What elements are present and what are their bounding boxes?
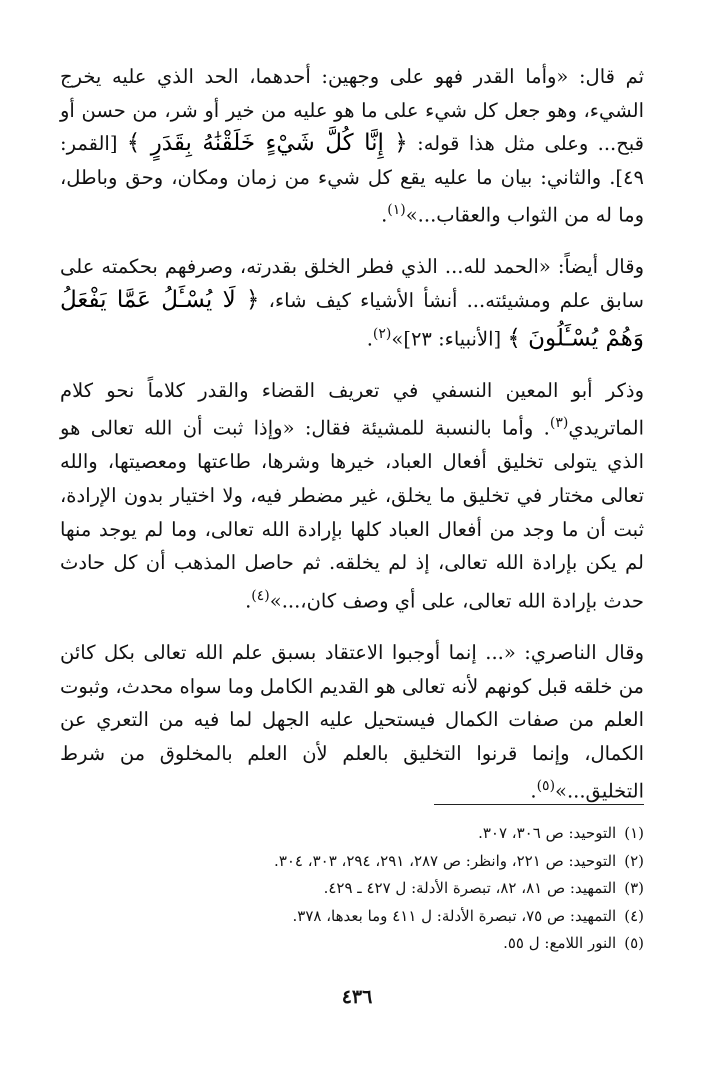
paragraph-gap: [60, 356, 644, 374]
footnote-item: [60, 903, 644, 931]
paragraph-3-text-b: . وأما بالنسبة للمشيئة فقال: «وإذا ثبت أن الله تعالى هو الذي يتولى تخليق أفعال العباد، خيرها وشرها، طاعتها ومعصيتها، والله تعالى مختار في تخليق ما يخلق، غير مضطر فيه، ولا اختيار بدون الإرادة، ثبت أن ما وجد من أفعال العباد كلها بإرادة الله تعالى، وما لم يوجد منها لم يكن بإرادة الله تعالى، إذ لم يخلقه. ثم حاصل المذهب أن كل حادث حدث بإرادة الله تعالى، على أي وصف كان،...»: [60, 416, 644, 613]
footnote-ref-3[interactable]: (٣): [549, 415, 569, 432]
footnote-separator: [434, 804, 644, 805]
paragraph-2-end: .: [366, 327, 373, 351]
footnote-text: التمهيد: ص ٧٥، تبصرة الأدلة: ل ٤١١ وما بعدها، ٣٧٨.: [292, 906, 617, 925]
footnote-text: التوحيد: ص ٢٢١، وانظر: ص ٢٨٧، ٢٩١، ٢٩٤، ٣٠٣، ٣٠٤.: [274, 851, 617, 870]
paragraph-4: [60, 636, 644, 808]
paragraph-4-text-a: وقال الناصري: «... إنما أوجبوا الاعتقاد بسبق علم الله تعالى بكل كائن من خلقه قبل كونهم لأنه تعالى هو القديم الكامل وما سواه محدث، وثبوت العلم من صفات الكمال فيستحيل عليه الجهل لما فيه من التعري عن الكمال، وإنما قرنوا التخليق بالعلم لأن العلم بالمخلوق من شرط التخليق...»: [60, 640, 644, 803]
main-text: [60, 60, 644, 808]
paragraph-2: [60, 250, 644, 355]
footnote-number: (٢): [624, 851, 644, 870]
paragraph-gap: [60, 618, 644, 636]
footnote-number: (٥): [624, 934, 644, 952]
paragraph-3-text-a: وذكر أبو المعين النسفي في تعريف القضاء والقدر كلاماً نحو كلام الماتريدي: [60, 378, 644, 440]
paragraph-3-end: .: [245, 589, 252, 613]
footnote-ref-1[interactable]: (١): [387, 202, 406, 219]
footnote-number: (٣): [624, 879, 644, 897]
quran-verse-qamar: ﴿ إِنَّا كُلَّ شَيْءٍ خَلَقْنَٰهُ بِقَدَرٍ ﴾: [126, 130, 408, 157]
footnotes-list: [60, 820, 644, 958]
quran-verse-anbiya: ﴿ لَا يُسْـَٔلُ عَمَّا يَفْعَلُ وَهُمْ يُسْـَٔلُونَ ﴾: [60, 287, 644, 352]
paragraph-3: [60, 374, 644, 618]
paragraph-1-end: .: [381, 203, 388, 227]
page-number: ٤٣٦: [341, 986, 373, 1008]
paragraph-gap: [60, 232, 644, 250]
footnote-item: [60, 820, 644, 848]
paragraph-4-end: .: [530, 779, 537, 803]
footnote-ref-4[interactable]: (٤): [251, 587, 270, 604]
footnote-item: [60, 930, 644, 958]
footnote-text: التمهيد: ص ٨١، ٨٢، تبصرة الأدلة: ل ٤٢٧ ـ ٤٢٩.: [323, 879, 617, 897]
paragraph-2-text-b: [الأنبياء: ٢٣]»: [391, 327, 508, 351]
footnote-item: [60, 848, 644, 876]
footnote-text: النور اللامع: ل ٥٥.: [503, 934, 617, 952]
paragraph-1-text-b: [القمر: ٤٩]. والثاني: بيان ما عليه يقع كل شيء من زمان ومكان، وحق وباطل، وما له من الثواب والعقاب...»: [60, 132, 644, 227]
paragraph-2-text-a: وقال أيضاً: «الحمد لله... الذي فطر الخلق بقدرته، وصرفهم بحكمته على سابق علم ومشيئته... أنشأ الأشياء كيف شاء،: [60, 255, 644, 313]
footnote-number: (١): [624, 824, 644, 842]
footnote-ref-5[interactable]: (٥): [536, 778, 556, 795]
paragraph-1: [60, 60, 644, 232]
paragraph-1-text-a: ثم قال: «وأما القدر فهو على وجهين: أحدهما، الحد الذي عليه يخرج الشيء، وهو جعل كل شيء على ما هو عليه من خير أو شر، من حسن أو قبح... وعلى مثل هذا قوله:: [60, 65, 645, 156]
footnote-number: (٤): [624, 906, 644, 925]
footnote-text: التوحيد: ص ٣٠٦، ٣٠٧.: [478, 824, 617, 842]
footnote-item: [60, 875, 644, 903]
footnote-ref-2[interactable]: (٢): [372, 325, 392, 342]
